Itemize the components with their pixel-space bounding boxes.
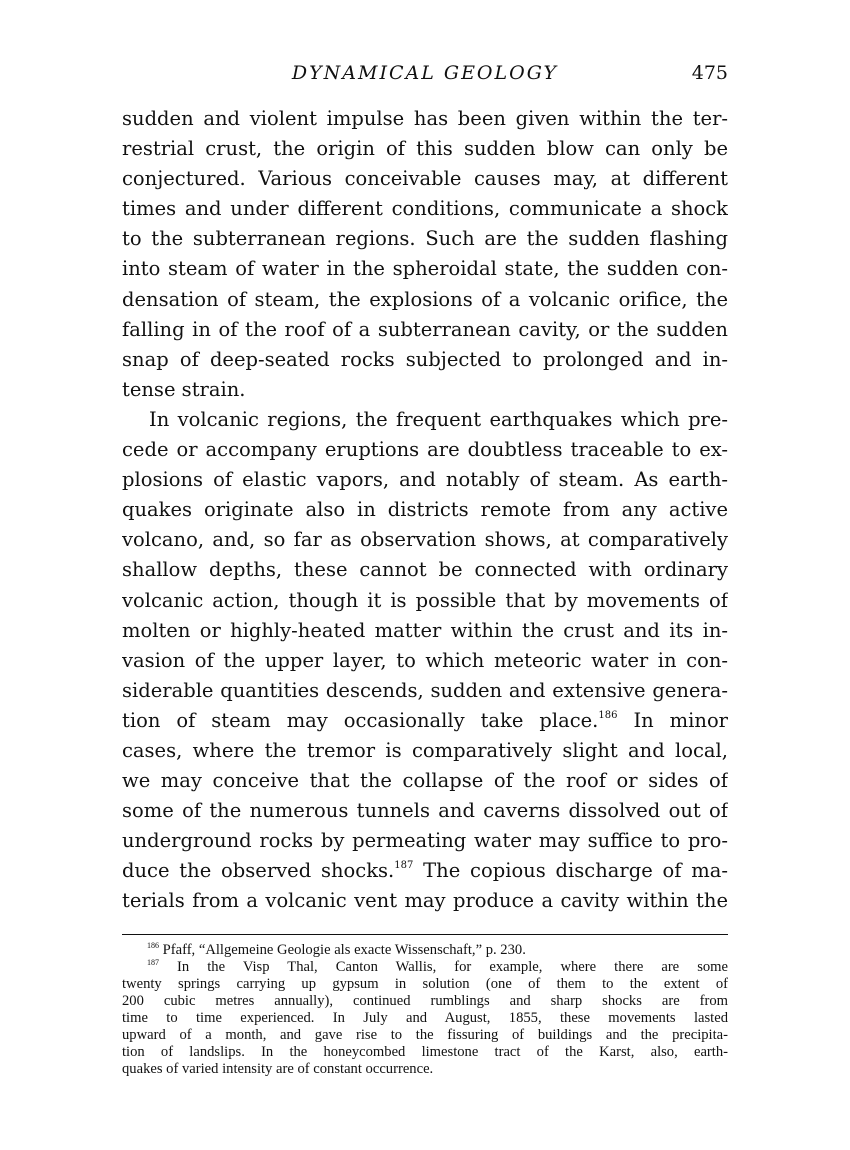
text-line [122,856,728,886]
footnotes [122,942,728,1078]
paragraph-start-line: In volcanic regions, the frequent earthquakes which pre- [149,407,728,431]
text-line: sudden and violent impulse has been given within the ter- [122,107,728,130]
footnote-line [122,959,728,976]
body-text [122,104,728,917]
text-line: shallow depths, these cannot be connected with ordinary [122,558,728,582]
text-segment: duce the observed shocks. [122,859,395,883]
text-line: times and under different conditions, communicate a shock [122,197,728,221]
footnote-line: tion of landslips. In the honeycombed limestone tract of the Karst, also, earth- [122,1044,728,1060]
footnote-line: twenty springs carrying up gypsum in solution (one of them to the extent of [122,976,728,992]
text-line: molten or highly-heated matter within the crust and its in- [122,618,728,642]
text-line: plosions of elastic vapors, and notably of steam. As earth- [122,468,728,492]
text-line: terials from a volcanic vent may produce a cavity within the [122,889,728,913]
text-line: restrial crust, the origin of this sudden blow can only be [122,137,728,161]
page-number: 475 [691,62,728,84]
text-line: densation of steam, the explosions of a volcanic orifice, the [122,287,728,311]
text-line: underground rocks by permeating water may suffice to pro- [122,829,728,853]
text-line: quakes originate also in districts remote from any active [122,498,728,522]
text-line: we may conceive that the collapse of the roof or sides of [122,769,728,793]
text-line: some of the numerous tunnels and caverns dissolved out of [122,799,728,823]
running-head [122,60,728,90]
footnote-line: quakes of varied intensity are of constant occurrence. [122,1061,434,1077]
text-line: volcanic action, though it is possible that by movements of [122,588,728,612]
running-title: DYNAMICAL GEOLOGY [291,62,559,84]
footnote-marker: 186 [598,709,618,721]
text-line: to the subterranean regions. Such are the sudden flashing [122,227,728,251]
text-line: vasion of the upper layer, to which meteoric water in con- [122,648,728,672]
footnote-text: Pfaff, “Allgemeine Geologie als exacte Wissenschaft,” p. 230. [159,942,526,958]
text-line: conjectured. Various conceivable causes may, at different [122,167,728,191]
footnote-line: 200 cubic metres annually), continued rumblings and sharp shocks are from [122,993,728,1009]
text-line: snap of deep-seated rocks subjected to prolonged and in- [122,347,728,371]
footnote-divider [122,934,728,935]
paragraph-end-line: tense strain. [122,377,246,401]
text-line [122,706,728,736]
text-line: cases, where the tremor is comparatively slight and local, [122,738,728,762]
text-line: siderable quantities descends, sudden and extensive genera- [122,678,728,702]
footnote-line: time to time experienced. In July and August, 1855, these movements lasted [122,1010,728,1026]
footnote-line: upward of a month, and gave rise to the fissuring of buildings and the precipita- [122,1027,728,1043]
text-line: volcano, and, so far as observation shows, at comparatively [122,528,728,552]
footnote-text: In the Visp Thal, Canton Wallis, for example, where there are some [159,959,728,975]
text-segment: tion of steam may occasionally take place. [122,708,599,732]
text-line: into steam of water in the spheroidal state, the sudden con- [122,257,728,281]
footnote-line [122,942,728,959]
footnote-marker: 187 [394,860,414,872]
text-line: falling in of the roof of a subterranean cavity, or the sudden [122,317,728,341]
text-segment: The copious discharge of ma- [413,859,728,883]
text-segment: In minor [617,708,728,732]
footnote-number: 187 [147,959,159,967]
footnote-number: 186 [147,942,159,950]
text-line: cede or accompany eruptions are doubtless traceable to ex- [122,438,728,462]
